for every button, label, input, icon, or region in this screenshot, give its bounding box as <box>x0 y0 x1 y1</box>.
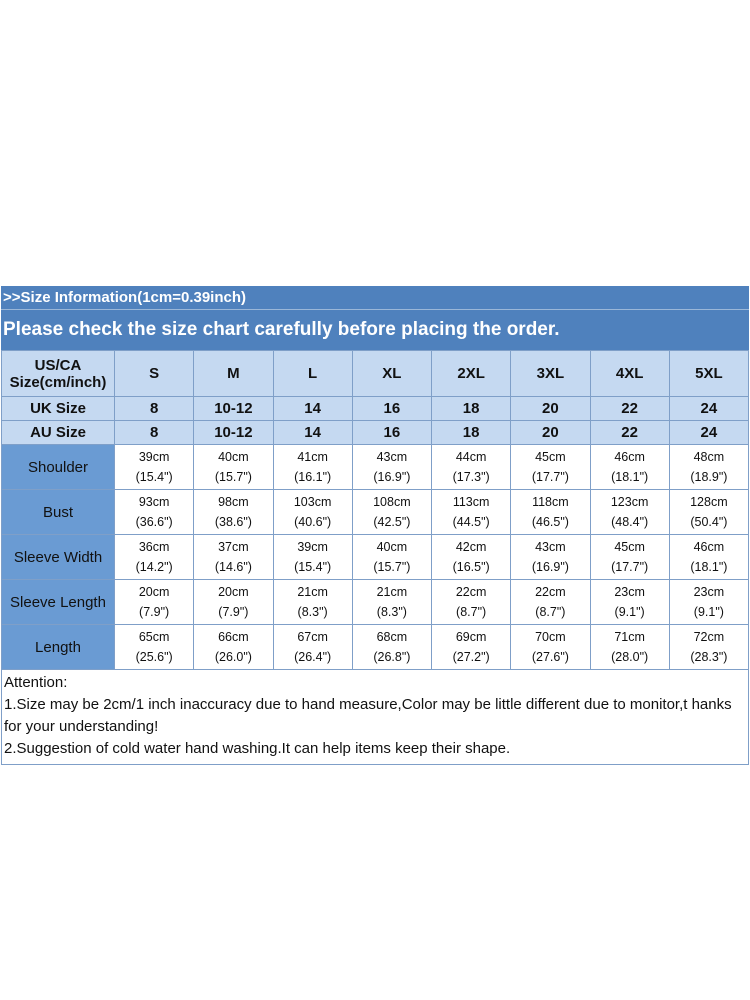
measurement-inch: (44.5") <box>452 515 490 529</box>
au-size-row <box>2 421 749 445</box>
measurement-inch: (9.1") <box>614 605 645 619</box>
measurement-cell <box>511 535 590 580</box>
measurement-inch: (26.4") <box>294 650 332 664</box>
measurement-cm: 123cm <box>610 495 649 509</box>
measurement-inch: (15.4") <box>135 470 173 484</box>
uk-size-cell: 10-12 <box>194 397 273 421</box>
measurement-inch: (38.6") <box>214 515 252 529</box>
measurement-label: Bust <box>2 490 115 535</box>
measurement-cm: 37cm <box>218 540 249 554</box>
measurement-cm: 98cm <box>218 495 249 509</box>
measurement-inch: (16.5") <box>452 560 490 574</box>
measurement-cm: 23cm <box>693 585 725 599</box>
measurement-inch: (8.7") <box>535 605 566 619</box>
measurement-cell <box>432 580 511 625</box>
measurement-row <box>2 535 749 580</box>
measurement-cell <box>590 625 669 670</box>
measurement-cell <box>432 490 511 535</box>
attention-note-1: 1.Size may be 2cm/1 inch inaccuracy due to hand measure,Color may be little different due to monitor,t hanks for your understanding! <box>4 696 732 735</box>
measurement-cm: 44cm <box>455 450 487 464</box>
measurement-inch: (15.7") <box>373 560 411 574</box>
measurement-cell <box>669 445 748 490</box>
measurement-cm: 20cm <box>138 585 170 599</box>
measurement-inch: (28.0") <box>611 650 649 664</box>
measurement-cell <box>273 490 352 535</box>
measurement-inch: (27.6") <box>531 650 569 664</box>
measurement-cell <box>273 625 352 670</box>
measurement-inch: (25.6") <box>135 650 173 664</box>
measurement-inch: (46.5") <box>531 515 569 529</box>
measurement-inch: (8.3") <box>297 605 328 619</box>
measurement-cm: 48cm <box>693 450 725 464</box>
size-info-banner: >>Size Information(1cm=0.39inch) <box>1 286 749 310</box>
measurement-inch: (16.9") <box>373 470 411 484</box>
measurement-cm: 103cm <box>293 495 332 509</box>
au-size-cell: 8 <box>115 421 194 445</box>
measurement-inch: (28.3") <box>690 650 728 664</box>
measurement-inch: (36.6") <box>135 515 173 529</box>
measurement-label: Sleeve Length <box>2 580 115 625</box>
measurement-cm: 46cm <box>614 450 645 464</box>
measurement-cell <box>669 580 748 625</box>
us-size-cell: 3XL <box>511 351 590 397</box>
measurement-cell <box>194 535 273 580</box>
measurement-cm: 71cm <box>614 630 645 644</box>
size-notice-banner: Please check the size chart carefully before placing the order. <box>1 310 749 350</box>
uk-size-cell: 14 <box>273 397 352 421</box>
measurement-cell <box>669 535 748 580</box>
measurement-row <box>2 580 749 625</box>
size-table <box>1 350 749 670</box>
measurement-inch: (15.4") <box>294 560 332 574</box>
measurement-cm: 39cm <box>138 450 170 464</box>
uk-size-cell: 16 <box>352 397 431 421</box>
au-size-cell: 16 <box>352 421 431 445</box>
measurement-cell <box>590 445 669 490</box>
measurement-inch: (17.7") <box>611 560 649 574</box>
measurement-cell <box>352 625 431 670</box>
measurement-label: Sleeve Width <box>2 535 115 580</box>
measurement-cm: 21cm <box>376 585 408 599</box>
measurement-row <box>2 625 749 670</box>
measurement-cm: 113cm <box>452 495 490 509</box>
measurement-inch: (18.1") <box>690 560 728 574</box>
us-size-label-line2: Size(cm/inch) <box>9 373 107 391</box>
measurement-cm: 108cm <box>373 495 411 509</box>
measurement-cell <box>669 625 748 670</box>
au-size-cell: 14 <box>273 421 352 445</box>
au-size-cell: 24 <box>669 421 748 445</box>
us-size-cell: 5XL <box>669 351 748 397</box>
measurement-cm: 45cm <box>535 450 566 464</box>
measurement-cell <box>273 580 352 625</box>
measurement-cm: 22cm <box>535 585 566 599</box>
au-size-cell: 18 <box>432 421 511 445</box>
measurement-cm: 39cm <box>297 540 328 554</box>
measurement-inch: (8.3") <box>376 605 407 619</box>
us-size-row <box>2 351 749 397</box>
measurement-cell <box>511 445 590 490</box>
us-size-cell: 2XL <box>432 351 511 397</box>
measurement-cell <box>194 625 273 670</box>
measurement-cm: 118cm <box>532 495 569 509</box>
measurement-inch: (48.4") <box>611 515 649 529</box>
measurement-inch: (17.3") <box>452 470 490 484</box>
measurement-inch: (16.9") <box>531 560 569 574</box>
uk-size-cell: 22 <box>590 397 669 421</box>
measurement-cell <box>273 445 352 490</box>
measurement-cell <box>352 580 431 625</box>
measurement-cell <box>590 490 669 535</box>
measurement-cm: 70cm <box>535 630 566 644</box>
measurement-cell <box>194 580 273 625</box>
measurement-inch: (42.5") <box>373 515 411 529</box>
measurement-inch: (17.7") <box>531 470 569 484</box>
measurement-cell <box>352 535 431 580</box>
au-size-cell: 22 <box>590 421 669 445</box>
measurement-inch: (18.9") <box>690 470 728 484</box>
uk-size-cell: 8 <box>115 397 194 421</box>
measurement-cm: 22cm <box>455 585 487 599</box>
measurement-label: Shoulder <box>2 445 115 490</box>
measurement-cm: 40cm <box>218 450 249 464</box>
measurement-cm: 66cm <box>218 630 249 644</box>
measurement-cell <box>352 445 431 490</box>
au-size-cell: 20 <box>511 421 590 445</box>
measurement-cell <box>273 535 352 580</box>
measurement-cell <box>511 580 590 625</box>
measurement-cell <box>432 445 511 490</box>
measurement-cell <box>115 535 194 580</box>
us-size-cell: L <box>273 351 352 397</box>
measurement-cm: 41cm <box>297 450 328 464</box>
measurement-cell <box>352 490 431 535</box>
measurement-inch: (8.7") <box>456 605 487 619</box>
us-size-label-line1: US/CA <box>34 356 82 374</box>
uk-size-cell: 18 <box>432 397 511 421</box>
measurement-cm: 36cm <box>138 540 170 554</box>
measurement-cell <box>590 535 669 580</box>
measurement-cell <box>115 490 194 535</box>
measurement-cm: 45cm <box>614 540 645 554</box>
measurement-inch: (14.2") <box>135 560 173 574</box>
measurement-cell <box>115 625 194 670</box>
attention-note-2: 2.Suggestion of cold water hand washing.It can help items keep their shape. <box>4 740 511 757</box>
measurement-inch: (14.6") <box>214 560 252 574</box>
us-size-cell: S <box>115 351 194 397</box>
measurement-inch: (7.9") <box>139 605 170 619</box>
measurement-cm: 43cm <box>376 450 408 464</box>
measurement-inch: (26.8") <box>373 650 411 664</box>
measurement-cm: 65cm <box>138 630 170 644</box>
uk-size-cell: 24 <box>669 397 748 421</box>
measurement-row <box>2 445 749 490</box>
measurement-cm: 72cm <box>693 630 725 644</box>
measurement-cm: 46cm <box>693 540 725 554</box>
measurement-cell <box>590 580 669 625</box>
measurement-cell <box>511 490 590 535</box>
us-size-cell: M <box>194 351 273 397</box>
measurement-cm: 68cm <box>376 630 408 644</box>
measurement-label: Length <box>2 625 115 670</box>
attention-notes <box>1 670 749 765</box>
measurement-cm: 67cm <box>297 630 328 644</box>
measurement-inch: (27.2") <box>452 650 490 664</box>
measurement-cm: 93cm <box>138 495 170 509</box>
measurement-cell <box>115 580 194 625</box>
uk-size-cell: 20 <box>511 397 590 421</box>
measurement-cell <box>511 625 590 670</box>
measurement-cm: 40cm <box>376 540 408 554</box>
measurement-inch: (26.0") <box>214 650 252 664</box>
measurement-cm: 23cm <box>614 585 645 599</box>
measurement-cm: 43cm <box>535 540 566 554</box>
measurement-cell <box>432 535 511 580</box>
measurement-inch: (16.1") <box>294 470 332 484</box>
measurement-cm: 20cm <box>218 585 249 599</box>
measurement-inch: (7.9") <box>218 605 249 619</box>
measurement-cell <box>432 625 511 670</box>
measurement-inch: (18.1") <box>611 470 649 484</box>
us-size-cell: XL <box>352 351 431 397</box>
attention-title: Attention: <box>4 674 68 691</box>
measurement-row <box>2 490 749 535</box>
measurement-cm: 21cm <box>297 585 328 599</box>
uk-size-row <box>2 397 749 421</box>
size-chart-panel <box>1 286 749 765</box>
size-table-body <box>2 351 749 670</box>
au-size-cell: 10-12 <box>194 421 273 445</box>
measurement-inch: (50.4") <box>690 515 728 529</box>
measurement-cell <box>669 490 748 535</box>
us-size-cell: 4XL <box>590 351 669 397</box>
measurement-cell <box>194 445 273 490</box>
au-size-label: AU Size <box>2 421 115 445</box>
measurement-inch: (9.1") <box>693 605 724 619</box>
measurement-inch: (40.6") <box>294 515 332 529</box>
measurement-cm: 128cm <box>690 495 728 509</box>
measurement-cell <box>115 445 194 490</box>
measurement-inch: (15.7") <box>214 470 252 484</box>
us-size-label <box>2 351 115 397</box>
measurement-cm: 42cm <box>455 540 487 554</box>
measurement-cell <box>194 490 273 535</box>
uk-size-label: UK Size <box>2 397 115 421</box>
measurement-cm: 69cm <box>455 630 487 644</box>
